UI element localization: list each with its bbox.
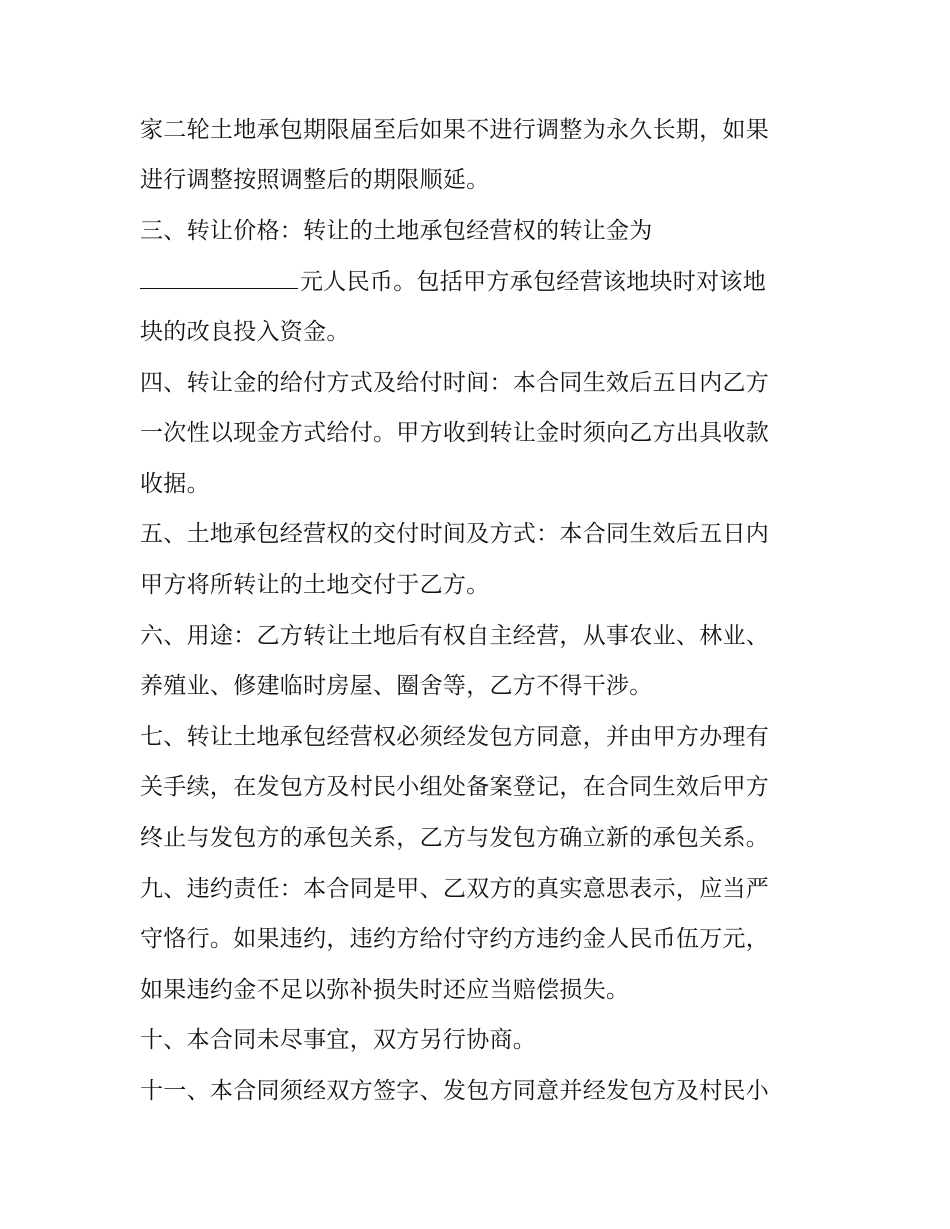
text-line: 守恪行。如果违约，违约方给付守约方违约金人民币伍万元， [140, 926, 770, 952]
text-line: 养殖业、修建临时房屋、圈舍等，乙方不得干涉。 [140, 673, 653, 699]
text-line: 七、转让土地承包经营权必须经发包方同意，并由甲方办理有 [140, 724, 770, 750]
text-line: 四、转让金的给付方式及给付时间：本合同生效后五日内乙方 [140, 370, 770, 396]
text-line: 关手续，在发包方及村民小组处备案登记，在合同生效后甲方 [140, 774, 770, 800]
text-line: 五、土地承包经营权的交付时间及方式：本合同生效后五日内 [140, 521, 770, 547]
text-line: 块的改良投入资金。 [140, 319, 350, 345]
text-line: 如果违约金不足以弥补损失时还应当赔偿损失。 [140, 977, 630, 1003]
text-line: 六、用途：乙方转让土地后有权自主经营，从事农业、林业、 [140, 623, 770, 649]
text-line: 终止与发包方的承包关系，乙方与发包方确立新的承包关系。 [140, 825, 770, 851]
text-line: 一次性以现金方式给付。甲方收到转让金时须向乙方出具收款 [140, 420, 770, 446]
text-line: 收据。 [140, 471, 210, 497]
text-line: 进行调整按照调整后的期限顺延。 [140, 167, 490, 193]
price-line [140, 262, 840, 302]
text-line: 十、本合同未尽事宜，双方另行协商。 [140, 1027, 537, 1053]
price-blank-underline [140, 262, 298, 289]
text-line: 家二轮土地承包期限届至后如果不进行调整为永久长期，如果 [140, 117, 770, 143]
text-line: 三、转让价格：转让的土地承包经营权的转让金为 [140, 218, 653, 244]
text-line: 十一、本合同须经双方签字、发包方同意并经发包方及村民小 [140, 1078, 770, 1104]
text-line: 元人民币。包括甲方承包经营该地块时对该地 [300, 269, 766, 295]
text-line: 九、违约责任：本合同是甲、乙双方的真实意思表示，应当严 [140, 876, 770, 902]
text-line: 甲方将所转让的土地交付于乙方。 [140, 572, 490, 598]
